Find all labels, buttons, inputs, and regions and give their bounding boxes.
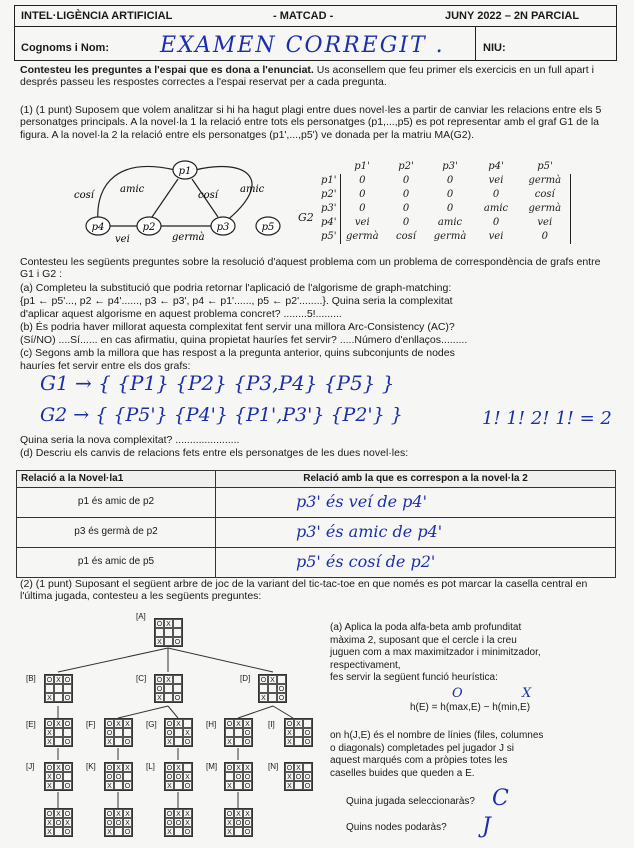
tree-label-k: [K] — [86, 762, 96, 771]
matrix-row: p3' 0 0 0 amic germà — [318, 202, 570, 216]
heuristic-formula: h(E) = h(max,E) − h(min,E) — [410, 702, 531, 713]
edge-label-germa: germà — [172, 232, 205, 243]
col-head: p5' — [537, 161, 553, 173]
q2a-line4: respectivament, — [330, 659, 401, 671]
q1c-line1: (c) Segons amb la millora que has respost a la pregunta anterior, quins subconjunts de nodes — [20, 347, 455, 359]
board-j: O X O X O X O — [44, 762, 73, 791]
board-d: O X O X O — [258, 674, 287, 703]
formula-annot-x: X — [522, 686, 532, 701]
tree-label-b: [B] — [26, 674, 36, 683]
q1a-line1: (a) Completeu la substitució que podria retornar l'aplicació de l'algorisme de graph-matching: — [20, 282, 452, 294]
col-head: p3' — [442, 161, 458, 173]
board-m: O X X O O X O — [224, 762, 253, 791]
table-row: p3 és germà de p2 p3' és amic de p4' — [17, 517, 616, 547]
tree-label-d: [D] — [240, 674, 251, 683]
instructions-rest: Us aconsellem que feu primer els exercicis en un full apart i després passeu les respostes correctes a l'espai reservat per a cada pregunta. — [20, 64, 594, 89]
tree-label-c: [C] — [136, 674, 147, 683]
board-k: O X X O O X O — [104, 762, 133, 791]
q2-where: on h(J,E) és el nombre de línies (files, columnes o diagonals) completades pel jugador J si aquest marqués com a pròpies totes les caselles buides que queden a E. — [330, 730, 544, 779]
tree-label-m: [M] — [206, 762, 218, 771]
board-i: O X X O X O — [284, 718, 313, 747]
board-g: O X O X X O — [164, 718, 193, 747]
q2a-text — [330, 622, 615, 685]
board-b: O X O X O — [44, 674, 73, 703]
q2a-line2: màxima 2, suposant que el cercle i la creu — [330, 634, 517, 646]
matrix-row: p4' vei 0 amic 0 vei — [318, 216, 570, 230]
tree-label-h: [H] — [206, 720, 217, 729]
q1b-line1: (b) És podria haver millorat aquesta complexitat fent servir una millora Arc-Consistency (AC)? — [20, 321, 455, 333]
board-l: O X O O X X O — [164, 762, 193, 791]
matrix-row: p5' germà cosí germà vei 0 — [318, 230, 570, 244]
q1a-line3: d'aplicar aquest algorisme en aquest problema concret? ........5!......... — [20, 308, 342, 320]
q2a-line3: juguen com a max maximitzador i minimitzador, — [330, 647, 541, 658]
q2a-line5: fes servir la següent funció heurística: — [330, 672, 498, 683]
exam-title: JUNY 2022 – 2N PARCIAL — [445, 10, 580, 22]
edge-p1-p2 — [152, 179, 178, 217]
q2-statement: (2) (1 punt) Suposant el següent arbre de joc de la variant del tic-tac-toe en que només es pot marcar la casella central en l'última jugada, contesteu a les següents preguntes: — [20, 578, 588, 603]
rel-header-left: Relació a la Novel·la1 — [17, 471, 216, 488]
node-p5-label: p5 — [261, 222, 275, 233]
board-leaf-3: O X X O O X X O — [164, 808, 193, 837]
game-tree — [18, 610, 318, 846]
q1b-line2: (Sí/NO) ....Sí...... en cas afirmatiu, quina propietat hauríes fet servir? .....Número d'enllaços......... — [20, 334, 468, 346]
tree-label-l: [L] — [146, 762, 155, 771]
q2-nodes-answer: J — [482, 814, 491, 839]
edge-label-amic-left: amic — [120, 184, 145, 195]
handwritten-g2-subsets: G2 → { {P5'} {P4'} {P1',P3'} {P2'} } — [40, 404, 403, 426]
course-title: - MATCAD - — [273, 10, 334, 22]
board-leaf-1: O X O X O X X O — [44, 808, 73, 837]
node-p1-label: p1 — [178, 166, 192, 177]
tree-label-n: [N] — [268, 762, 279, 771]
q2-nodes-question: Quins nodes podaràs? — [346, 822, 447, 833]
board-h: O X X O X O — [224, 718, 253, 747]
formula-annot-o: O — [452, 686, 463, 701]
rel-header-right: Relació amb la que es correspon a la novel·la 2 — [216, 471, 616, 488]
g2-matrix — [318, 160, 571, 244]
board-leaf-4: O X X X O O X O — [224, 808, 253, 837]
q1c-line3: Quina seria la nova complexitat? ...................... — [20, 434, 240, 446]
board-leaf-2: O X X O O X X O — [104, 808, 133, 837]
q1-after: Contesteu les següents preguntes sobre la resolució d'aquest problema com un problema de correspondència de grafs entre G1 i G2 : — [20, 256, 601, 281]
header-divider — [15, 26, 616, 27]
board-f: O X X O X O — [104, 718, 133, 747]
q1d-line: (d) Descriu els canvis de relacions fets entre els personatges de les dues novel·les: — [20, 447, 409, 459]
node-p4-label: p4 — [91, 222, 105, 233]
tree-label-e: [E] — [26, 720, 36, 729]
matrix-row: p2' 0 0 0 0 cosí — [318, 188, 570, 202]
tree-label-f: [F] — [86, 720, 96, 729]
matrix-row: p1' 0 0 0 vei germà — [318, 174, 570, 188]
subject-title: INTEL·LIGÈNCIA ARTIFICIAL — [21, 10, 173, 22]
col-head: p2' — [398, 161, 414, 173]
edge-label-cosi-left: cosí — [74, 190, 94, 201]
q2-select-answer: C — [492, 786, 509, 811]
edge-label-vei: vei — [115, 234, 130, 245]
col-head: p4' — [488, 161, 504, 173]
tree-label-g: [G] — [146, 720, 157, 729]
name-value: EXAMEN CORREGIT . — [160, 33, 445, 58]
q2-select-question: Quina jugada seleccionaràs? — [346, 796, 475, 807]
tree-label-a: [A] — [136, 612, 146, 621]
board-c: O X O X O — [154, 674, 183, 703]
edge-label-cosi-right: cosí — [198, 190, 218, 201]
q1-statement: (1) (1 punt) Suposem que volem analitzar si hi ha hagut plagi entre dues novel·les a partir de canviar les relacions entre els 5 personatges principals. A la novel·la 1 la relació entre tots els personatges (p1,...,p5) es pot representar amb el graf G1 de la figura. A la novel·la 2 la relació entre els personatges (p1',...,p5') ve donada per la matriu MA(G2). — [20, 104, 602, 141]
instructions — [20, 64, 610, 89]
name-label: Cognoms i Nom: — [21, 42, 109, 54]
board-e: O X O X X O — [44, 718, 73, 747]
tree-label-j: [J] — [26, 762, 35, 771]
tree-label-i: [I] — [268, 720, 275, 729]
g2-label: G2 — [298, 211, 314, 224]
col-head: p1' — [354, 161, 370, 173]
edge-label-amic-right: amic — [240, 184, 265, 195]
table-row: p1 és amic de p2 p3' és veí de p4' — [17, 487, 616, 517]
relations-table — [16, 470, 616, 578]
q2a-line1: (a) Aplica la poda alfa-beta amb profunditat — [330, 622, 522, 633]
instructions-bold: Contesteu les preguntes a l'espai que es dona a l'enunciat. — [20, 64, 314, 76]
node-p3-label: p3 — [216, 222, 230, 233]
q1a-line2: {p1 ← p5'..., p2 ← p4'......, p3 ← p3', p4 ← p1'......, p5 ← p2'........}. Quina seria la complexitat — [20, 295, 453, 307]
board-a: O X X O — [154, 618, 183, 647]
handwritten-complexity: 1! 1! 2! 1! = 2 — [482, 408, 612, 429]
node-p2-label: p2 — [142, 222, 156, 233]
graph-g1 — [60, 152, 295, 247]
q1c-line2: hauríes fet servir entre els dos grafs: — [20, 360, 191, 372]
table-row: p1 és amic de p5 p5' és cosí de p2' — [17, 547, 616, 577]
niu-label: NIU: — [483, 42, 506, 54]
niu-divider — [475, 26, 476, 60]
exam-header — [14, 5, 617, 61]
board-n: O X X O O X O — [284, 762, 313, 791]
handwritten-g1-subsets: G1 → { {P1} {P2} {P3,P4} {P5} } — [40, 371, 395, 395]
